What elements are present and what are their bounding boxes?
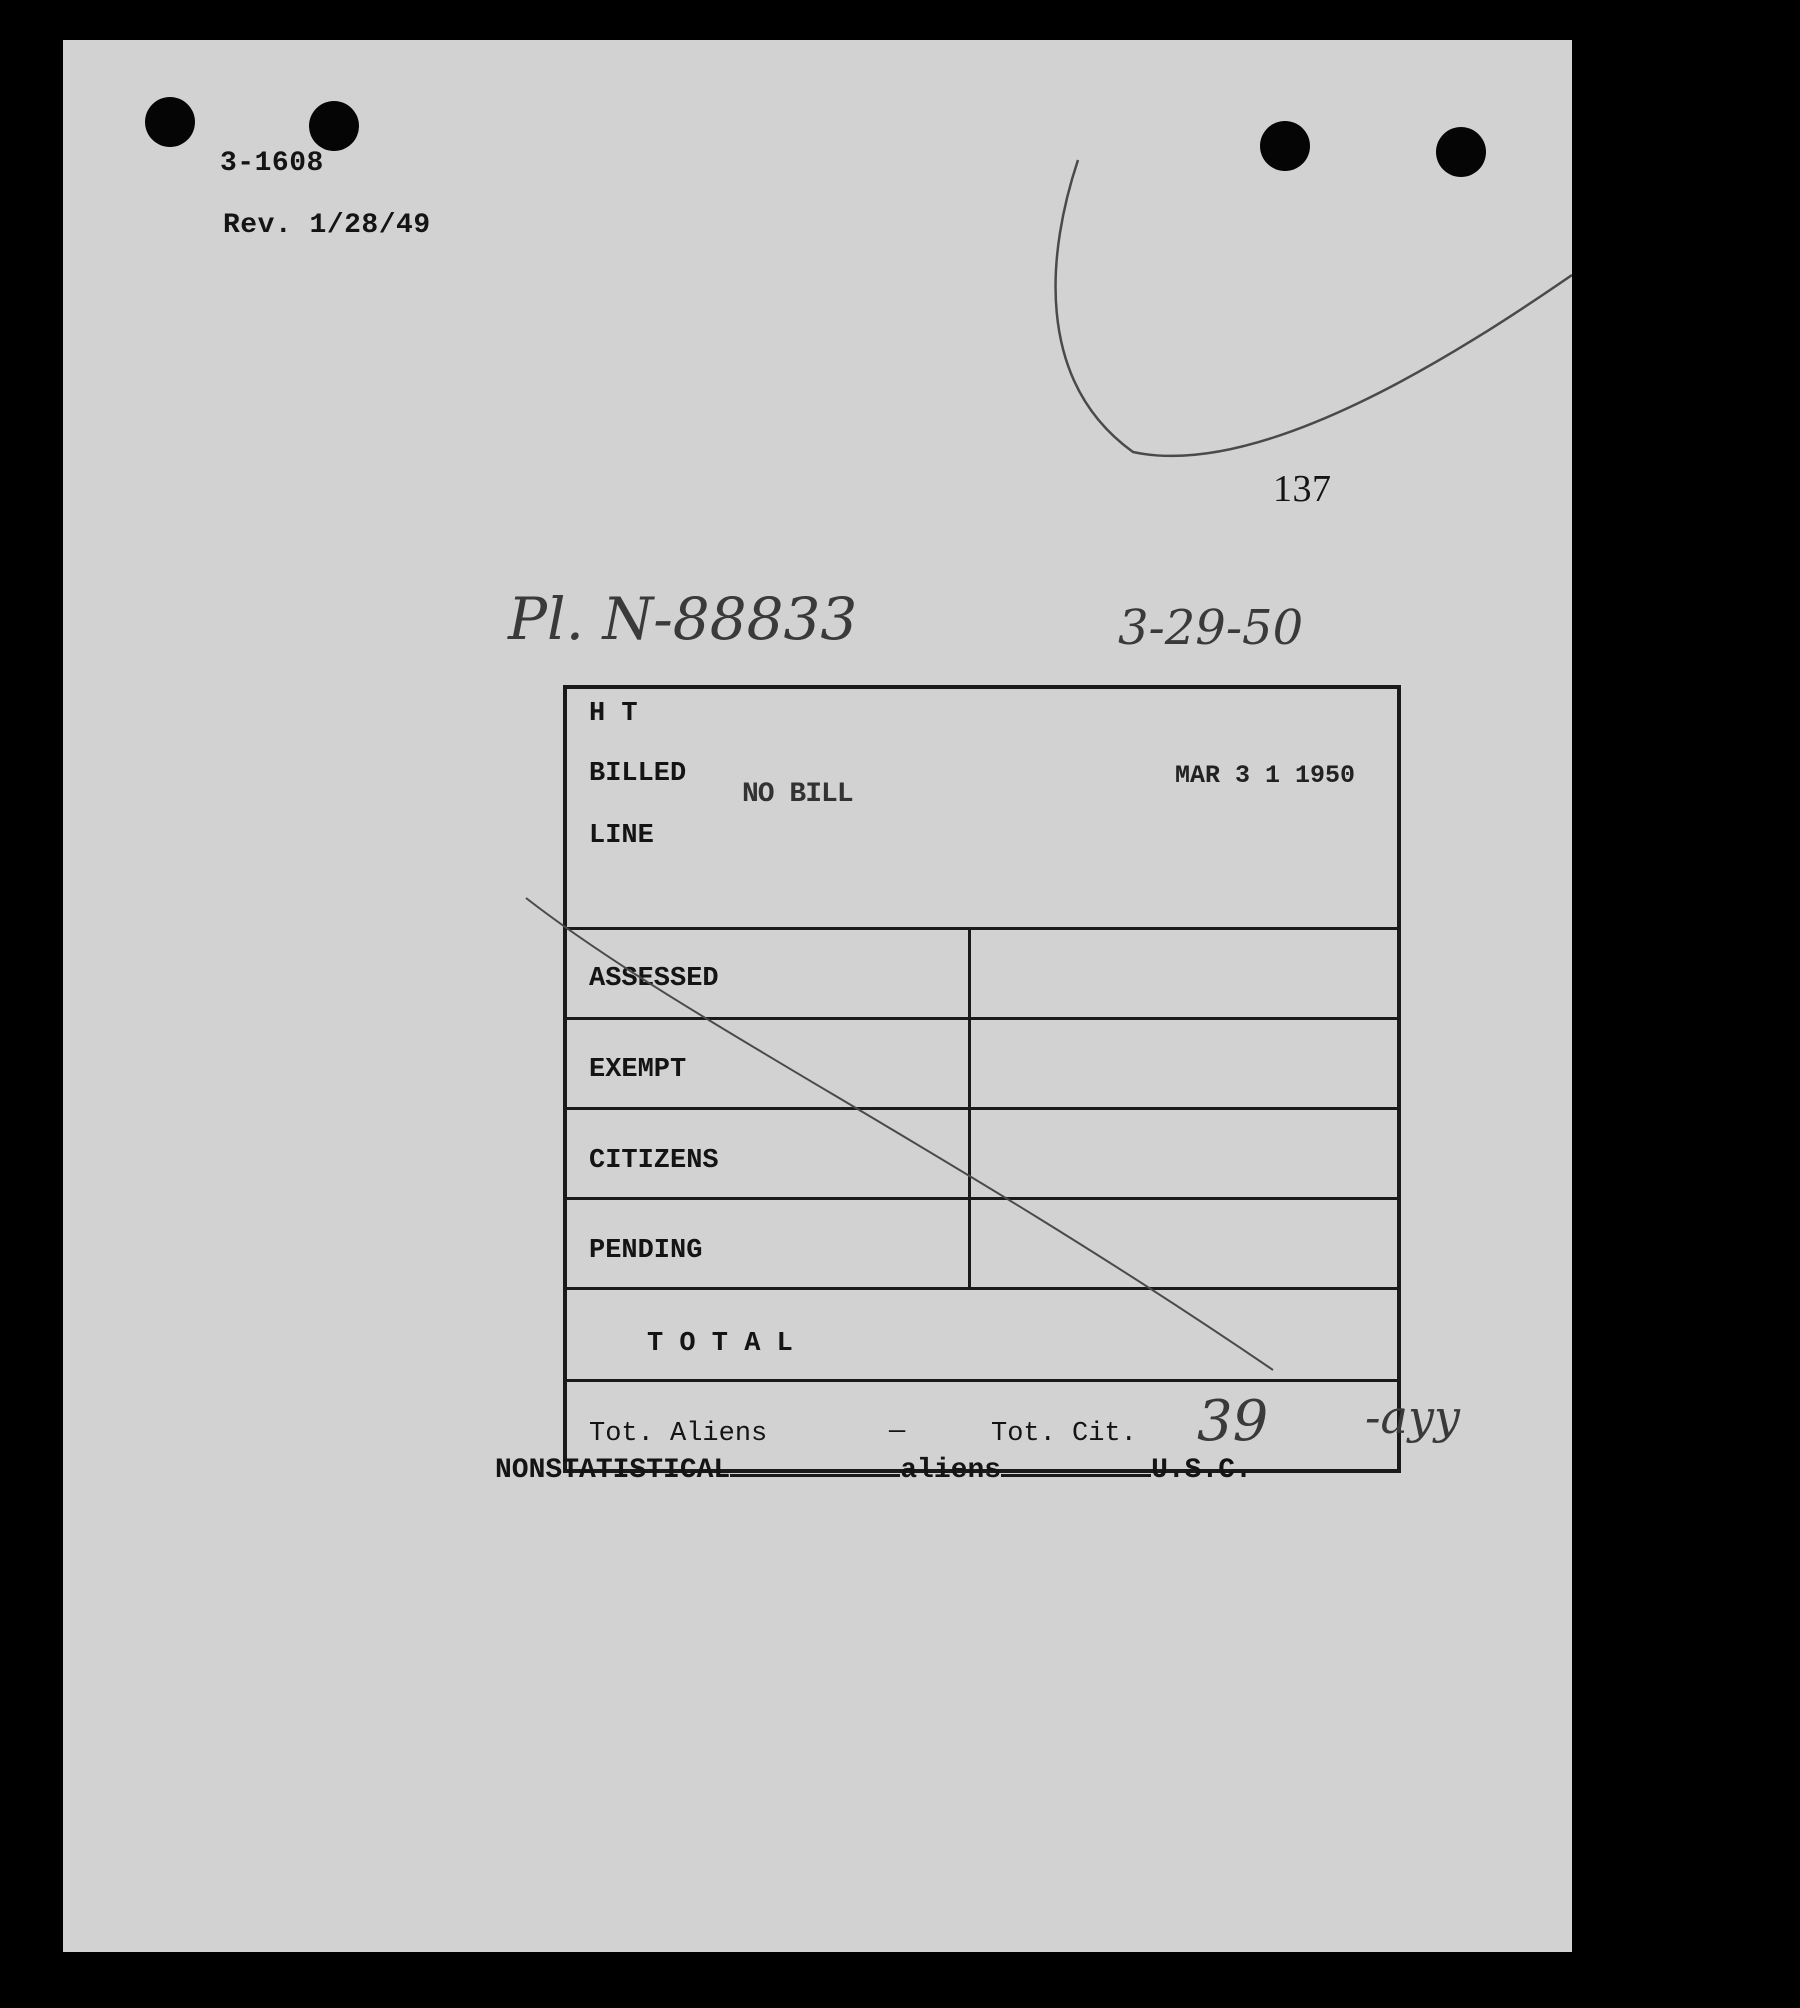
page-number: 137 xyxy=(1273,468,1332,510)
pencil-check-mark xyxy=(1056,160,1572,456)
label-tot-cit: Tot. Cit. xyxy=(991,1419,1137,1449)
date-stamp: MAR 3 1 1950 xyxy=(1175,761,1356,790)
file-reference: Pl. N-88833 xyxy=(508,585,858,653)
label-citizens: CITIZENS xyxy=(589,1146,719,1176)
label-total: T O T A L xyxy=(647,1329,793,1359)
form-number: 3-1608 xyxy=(220,148,324,179)
revision-date: Rev. 1/28/49 xyxy=(223,210,431,241)
label-ht: H T xyxy=(589,699,638,729)
label-line: LINE xyxy=(589,821,654,851)
label-billed: BILLED xyxy=(589,759,687,789)
label-exempt: EXEMPT xyxy=(589,1055,687,1085)
no-bill-stamp: NO BILL xyxy=(742,779,853,810)
aliens-label: aliens xyxy=(900,1455,1002,1486)
usc-label: U.S.C. xyxy=(1151,1455,1252,1486)
label-tot-aliens: Tot. Aliens xyxy=(589,1419,768,1449)
pencil-cancel-line xyxy=(526,898,1273,1370)
value-tot-cit: 39 xyxy=(1197,1389,1269,1454)
handwritten-date: 3-29-50 xyxy=(1118,600,1304,656)
handwritten-initials: -ayy xyxy=(1365,1390,1460,1444)
nonstatistical-label: NONSTATISTICAL xyxy=(495,1455,731,1486)
document-page xyxy=(63,40,1572,1952)
pencil-marks xyxy=(63,40,1572,1952)
value-tot-aliens: — xyxy=(889,1417,906,1447)
label-pending: PENDING xyxy=(589,1236,703,1266)
label-assessed: ASSESSED xyxy=(589,964,719,994)
